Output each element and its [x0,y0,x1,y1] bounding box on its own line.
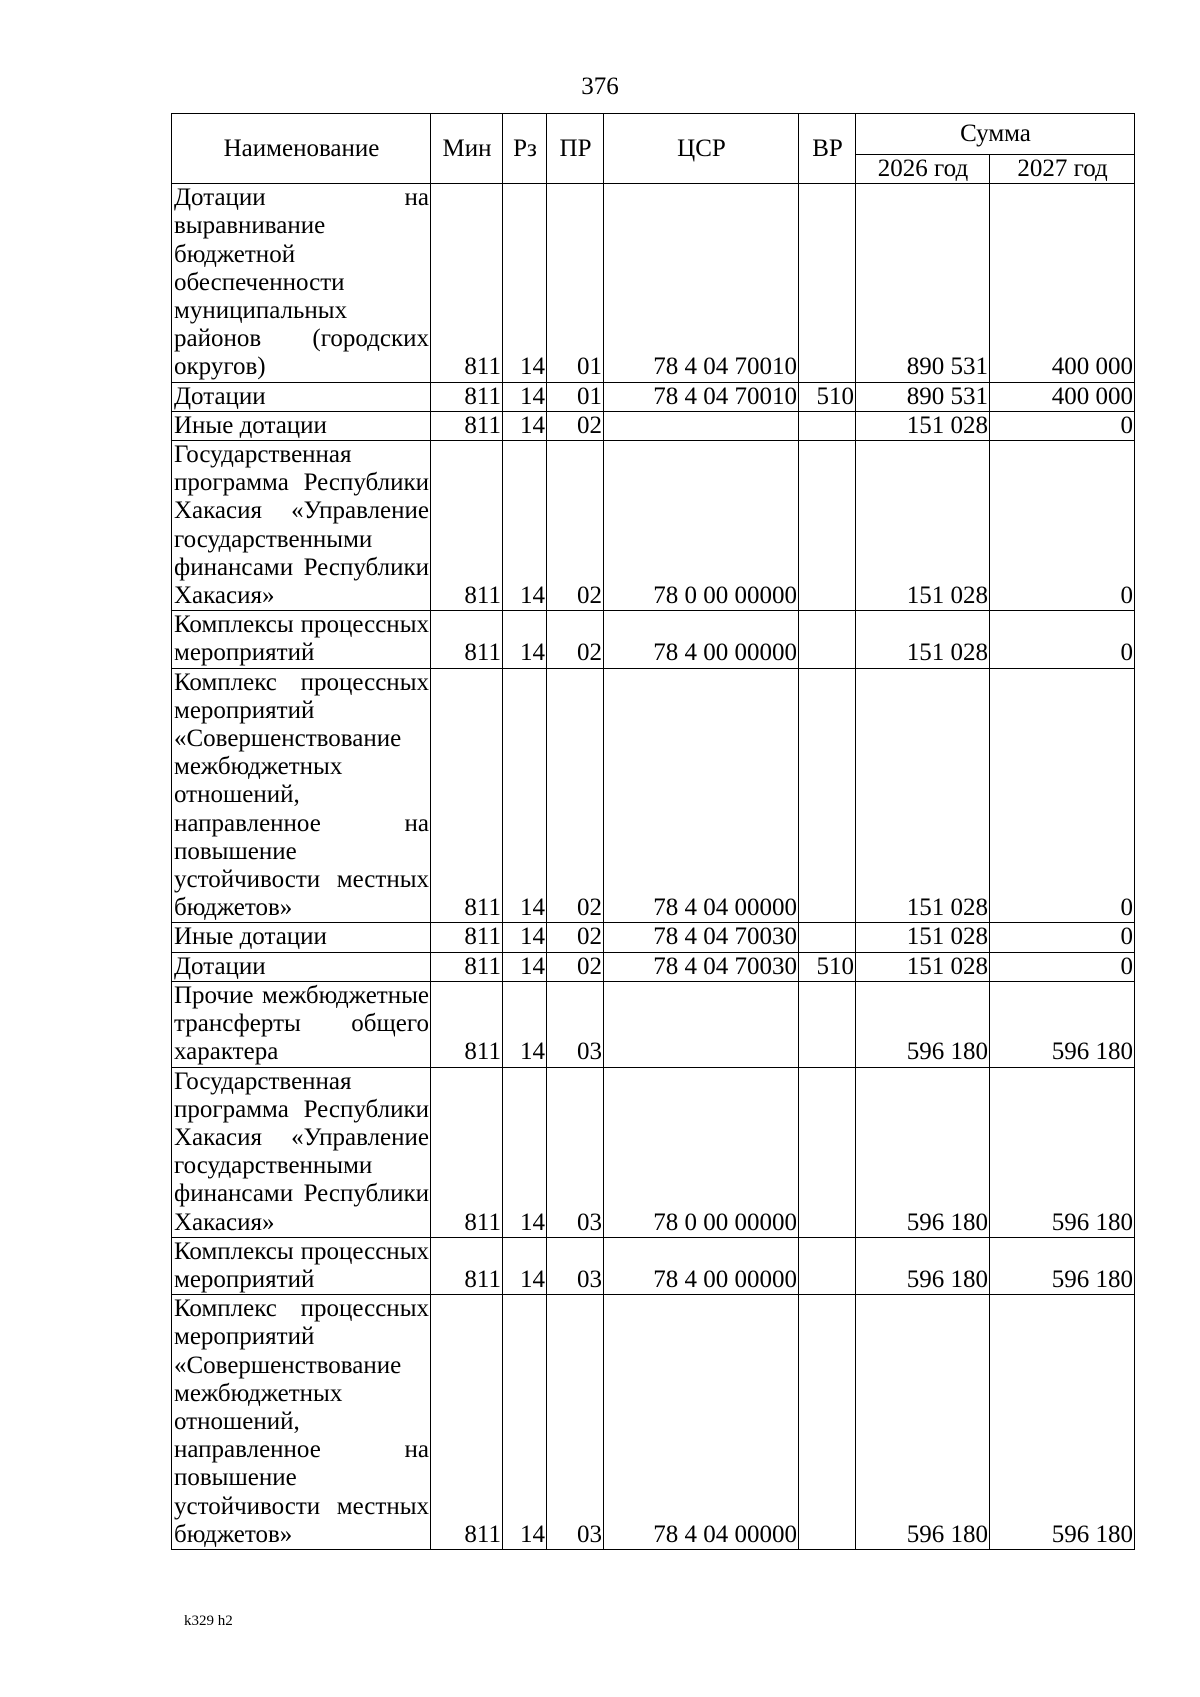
row-min: 811 [431,1237,503,1294]
row-rz: 14 [503,952,547,981]
row-min: 811 [431,1295,503,1550]
row-vr [799,1237,856,1294]
footer-code: k329 h2 [184,1613,233,1629]
table-row [172,184,1135,382]
row-vr [799,1295,856,1550]
row-sum-2026: 151 028 [856,441,990,611]
row-vr [799,611,856,668]
row-rz: 14 [503,668,547,923]
row-sum-2027: 0 [990,668,1135,923]
row-pr: 02 [547,411,604,440]
row-pr: 03 [547,1067,604,1237]
row-min: 811 [431,952,503,981]
row-sum-2027: 0 [990,411,1135,440]
table-header [172,114,1135,184]
row-sum-2027: 400 000 [990,382,1135,411]
row-vr [799,668,856,923]
row-vr: 510 [799,382,856,411]
row-vr: 510 [799,952,856,981]
table-row [172,952,1135,981]
table-row [172,981,1135,1067]
row-pr: 03 [547,1237,604,1294]
row-pr: 02 [547,923,604,952]
header-min: Мин [431,114,503,184]
row-csr: 78 4 04 70030 [604,923,799,952]
row-name: Государственная программа Республики Хакасия «Управление государственными финансами Республики Хакасия» [172,1067,431,1237]
row-rz: 14 [503,611,547,668]
row-vr [799,1067,856,1237]
page-number: 376 [581,73,619,100]
row-sum-2026: 151 028 [856,411,990,440]
row-min: 811 [431,923,503,952]
row-pr: 03 [547,1295,604,1550]
row-min: 811 [431,1067,503,1237]
row-name: Иные дотации [172,923,431,952]
row-pr: 01 [547,184,604,382]
table-row [172,411,1135,440]
row-csr: 78 4 04 70030 [604,952,799,981]
table-row [172,668,1135,923]
row-csr [604,411,799,440]
row-rz: 14 [503,184,547,382]
row-sum-2027: 596 180 [990,981,1135,1067]
table-row [172,382,1135,411]
row-sum-2026: 151 028 [856,611,990,668]
row-min: 811 [431,981,503,1067]
row-csr: 78 4 04 00000 [604,1295,799,1550]
budget-table [171,113,1135,1550]
row-name: Комплекс процессных мероприятий «Совершенствование межбюджетных отношений, направленное на повышение устойчивости местных бюджетов» [172,1295,431,1550]
row-sum-2026: 596 180 [856,1237,990,1294]
table-row [172,611,1135,668]
row-pr: 01 [547,382,604,411]
row-pr: 02 [547,441,604,611]
row-csr: 78 0 00 00000 [604,1067,799,1237]
table-row [172,1295,1135,1550]
row-rz: 14 [503,1237,547,1294]
row-pr: 02 [547,611,604,668]
row-vr [799,411,856,440]
row-sum-2027: 0 [990,441,1135,611]
row-min: 811 [431,611,503,668]
table-row [172,923,1135,952]
row-sum-2026: 890 531 [856,184,990,382]
row-csr: 78 0 00 00000 [604,441,799,611]
row-name: Иные дотации [172,411,431,440]
table-body [172,184,1135,1550]
row-sum-2026: 596 180 [856,1295,990,1550]
row-name: Государственная программа Республики Хакасия «Управление государственными финансами Республики Хакасия» [172,441,431,611]
header-year-2027: 2027 год [990,155,1135,184]
row-name: Дотации [172,952,431,981]
row-csr: 78 4 00 00000 [604,611,799,668]
row-min: 811 [431,668,503,923]
row-pr: 02 [547,952,604,981]
row-name: Комплекс процессных мероприятий «Совершенствование межбюджетных отношений, направленное на повышение устойчивости местных бюджетов» [172,668,431,923]
row-min: 811 [431,441,503,611]
row-sum-2026: 151 028 [856,923,990,952]
header-pr: ПР [547,114,604,184]
row-rz: 14 [503,411,547,440]
header-name: Наименование [172,114,431,184]
header-sum: Сумма [856,114,1135,155]
row-vr [799,441,856,611]
row-name: Дотации [172,382,431,411]
row-csr: 78 4 04 70010 [604,184,799,382]
row-sum-2027: 596 180 [990,1237,1135,1294]
row-csr: 78 4 04 70010 [604,382,799,411]
table-row [172,1237,1135,1294]
row-sum-2027: 0 [990,952,1135,981]
row-rz: 14 [503,441,547,611]
row-pr: 02 [547,668,604,923]
header-vr: ВР [799,114,856,184]
row-sum-2027: 596 180 [990,1295,1135,1550]
row-sum-2026: 596 180 [856,981,990,1067]
row-csr: 78 4 04 00000 [604,668,799,923]
row-min: 811 [431,382,503,411]
header-csr: ЦСР [604,114,799,184]
row-sum-2026: 890 531 [856,382,990,411]
row-pr: 03 [547,981,604,1067]
row-min: 811 [431,184,503,382]
row-vr [799,923,856,952]
row-csr: 78 4 00 00000 [604,1237,799,1294]
row-sum-2027: 0 [990,611,1135,668]
row-sum-2027: 0 [990,923,1135,952]
row-vr [799,981,856,1067]
row-sum-2026: 151 028 [856,952,990,981]
row-name: Дотации на выравнивание бюджетной обеспеченности муниципальных районов (городских округов) [172,184,431,382]
row-rz: 14 [503,981,547,1067]
header-year-2026: 2026 год [856,155,990,184]
header-rz: Рз [503,114,547,184]
row-rz: 14 [503,1295,547,1550]
table-row [172,441,1135,611]
row-csr [604,981,799,1067]
table-row [172,1067,1135,1237]
row-vr [799,184,856,382]
row-min: 811 [431,411,503,440]
row-rz: 14 [503,923,547,952]
row-sum-2027: 596 180 [990,1067,1135,1237]
row-name: Прочие межбюджетные трансферты общего характера [172,981,431,1067]
row-name: Комплексы процессных мероприятий [172,611,431,668]
row-sum-2026: 151 028 [856,668,990,923]
row-rz: 14 [503,1067,547,1237]
row-name: Комплексы процессных мероприятий [172,1237,431,1294]
row-rz: 14 [503,382,547,411]
row-sum-2026: 596 180 [856,1067,990,1237]
row-sum-2027: 400 000 [990,184,1135,382]
